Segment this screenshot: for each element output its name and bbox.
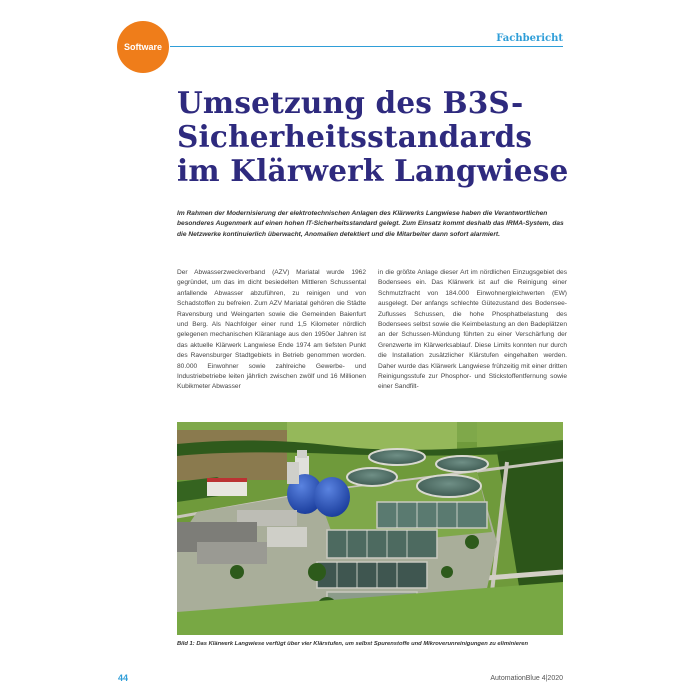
- article-title: Umsetzung des B3S-Sicherheitsstandards im Klärwerk Langwiese: [177, 85, 569, 188]
- header-rule: [170, 46, 563, 47]
- category-badge: [117, 21, 169, 73]
- body-column-left: Der Abwasserzweckverband (AZV) Mariatal wurde 1962 gegründet, um das im dicht besiedelten Mittleren Schussental anfallende Abwasser abzuführen, zu reinigen und von Schadstoffen zu befreien. Zum AZV Mariatal gehören die Städte Ravensburg und Weingarten sowie die Gemeinden Baienfurt und Berg. Als Nachfolger einer rund 1,5 Kilometer nördlich gelegenen mechanischen Kläranlage aus den 1950er Jahren ist das aktuelle Klärwerk Langwiese Ende 1974 am tiefsten Punkt des Ravensburger Stadtgebiets in Betrieb genommen worden. 80.000 Einwohner sowie zahlreiche Gewerbe- und Industriebetriebe leiten jährlich zwischen zwölf und 16 Millionen Kubikmeter Abwasser: [177, 269, 366, 391]
- article-photo: [177, 422, 563, 635]
- issue-label: AutomationBlue 4|2020: [490, 675, 563, 682]
- section-label: Fachbericht: [496, 33, 563, 44]
- category-badge-label: Software: [123, 42, 162, 52]
- article-lead: Im Rahmen der Modernisierung der elektrotechnischen Anlagen des Klärwerks Langwiese haben die Verantwortlichen besonderes Augenmerk auf einen hohen IT-Sicherheitsstandard gelegt. Zum Einsatz kommt deshalb das IRMA-System, das die Netzwerke kontinuierlich überwacht, Anomalien detektiert und die Mitarbeiter dann sofort alarmiert.: [177, 210, 564, 238]
- body-column-right: in die größte Anlage dieser Art im nördlichen Einzugsgebiet des Bodensees ein. Das Klärwerk ist auf die Reinigung einer Schmutzfracht von 184.000 Einwohnergleichwerten (EW) ausgelegt. Der anfangs schlechte Gütezustand des Bodensee-Zuflusses Schussen, die hohe Phosphatbelastung des Bodensees selbst sowie die Keimbelastung an den Badeplätzen an der Schussen-Mündung führten zu einer Verschärfung der Grenzwerte im Klärwerksablauf. Diese Limits konnten nur durch die Installation zusätzlicher Klärstufen eingehalten werden. Daher wurde das Klärwerk Langwiese frühzeitig mit einer dritten Reinigungsstufe zur Phosphor- und Stickstoffentfernung sowie einer Sandfilt-: [378, 269, 567, 391]
- page-number: 44: [118, 673, 129, 683]
- photo-caption: Bild 1: Das Klärwerk Langwiese verfügt über vier Klärstufen, um selbst Spurenstoffe und Mikroverunreinigungen zu eliminieren: [177, 641, 529, 647]
